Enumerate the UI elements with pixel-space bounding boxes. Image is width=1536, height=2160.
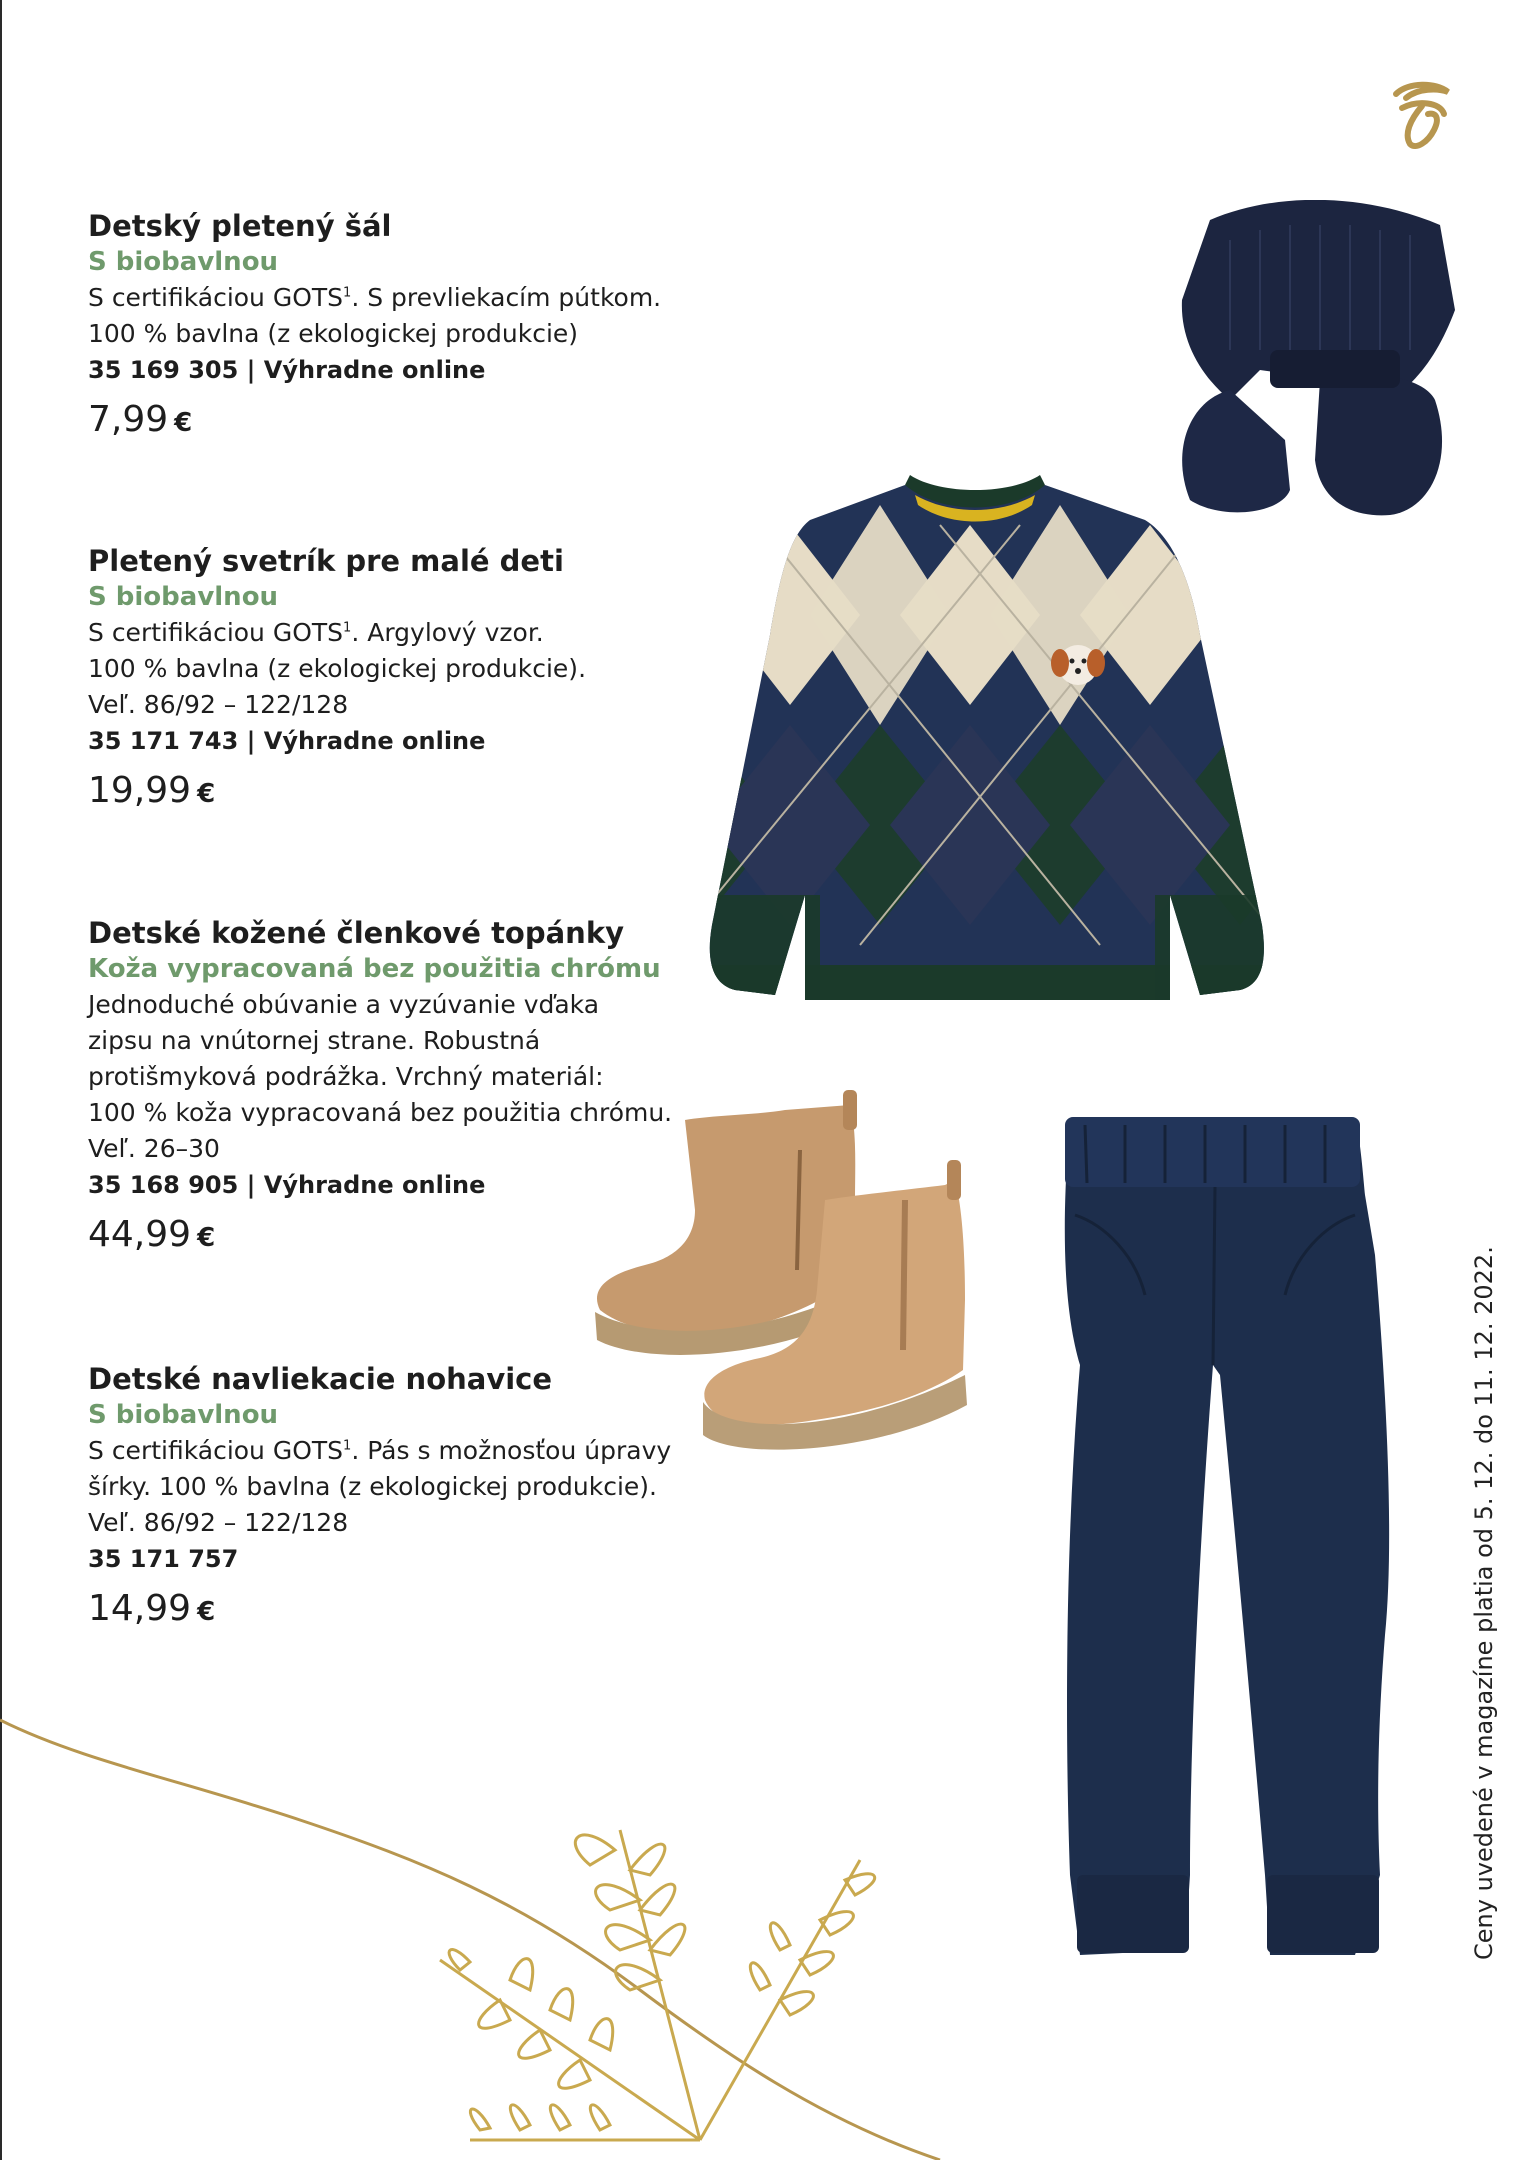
product-tag: S biobavlnou xyxy=(88,247,279,277)
product-description: S certifikáciou GOTS$^1$. Pás s možnosťou úpravy šírky. 100 % bavlna (z ekologickej produkcie). Veľ. 86/92 – 122/128 xyxy=(88,1436,672,1537)
product-code: 35 171 757 xyxy=(88,1545,239,1573)
boots-image xyxy=(585,1090,985,1450)
product-title: Detské navliekacie nohavice xyxy=(88,1362,553,1396)
product-code: 35 168 905 | Výhradne online xyxy=(88,1171,486,1199)
sweater-image xyxy=(700,465,1270,1065)
product-price: 7,99 € xyxy=(88,399,193,440)
product-title: Detský pletený šál xyxy=(88,209,392,243)
product-code: 35 171 743 | Výhradne online xyxy=(88,727,486,755)
product-description: Jednoduché obúvanie a vyzúvanie vďaka zipsu na vnútornej strane. Robustná protišmyková podrážka. Vrchný materiál: 100 % koža vypracovaná bez použitia chrómu. Veľ. 26–30 xyxy=(88,990,673,1163)
product-price: 14,99 € xyxy=(88,1588,216,1629)
product-tag: Koža vypracovaná bez použitia chrómu xyxy=(88,954,661,984)
product-description: S certifikáciou GOTS$^1$. Argylový vzor. 100 % bavlna (z ekologickej produkcie). Veľ. 86/92 – 122/128 xyxy=(88,618,587,719)
tchibo-logo-icon xyxy=(1388,80,1456,152)
snowflake-decoration-icon xyxy=(0,1700,1100,2160)
product-scarf xyxy=(88,208,688,445)
product-tag: S biobavlnou xyxy=(88,1400,279,1430)
product-code: 35 169 305 | Výhradne online xyxy=(88,356,486,384)
product-tag: S biobavlnou xyxy=(88,582,279,612)
product-sweater xyxy=(88,543,688,816)
product-price: 19,99 € xyxy=(88,770,216,811)
product-price: 44,99 € xyxy=(88,1214,216,1255)
product-description: S certifikáciou GOTS$^1$. S prevliekacím pútkom. 100 % bavlna (z ekologickej produkcie) xyxy=(88,283,662,348)
product-title: Detské kožené členkové topánky xyxy=(88,916,625,950)
product-title: Pletený svetrík pre malé deti xyxy=(88,544,564,578)
price-validity-note: Ceny uvedené v magazíne platia od 5. 12. do 11. 12. 2022. xyxy=(1470,1246,1498,1960)
